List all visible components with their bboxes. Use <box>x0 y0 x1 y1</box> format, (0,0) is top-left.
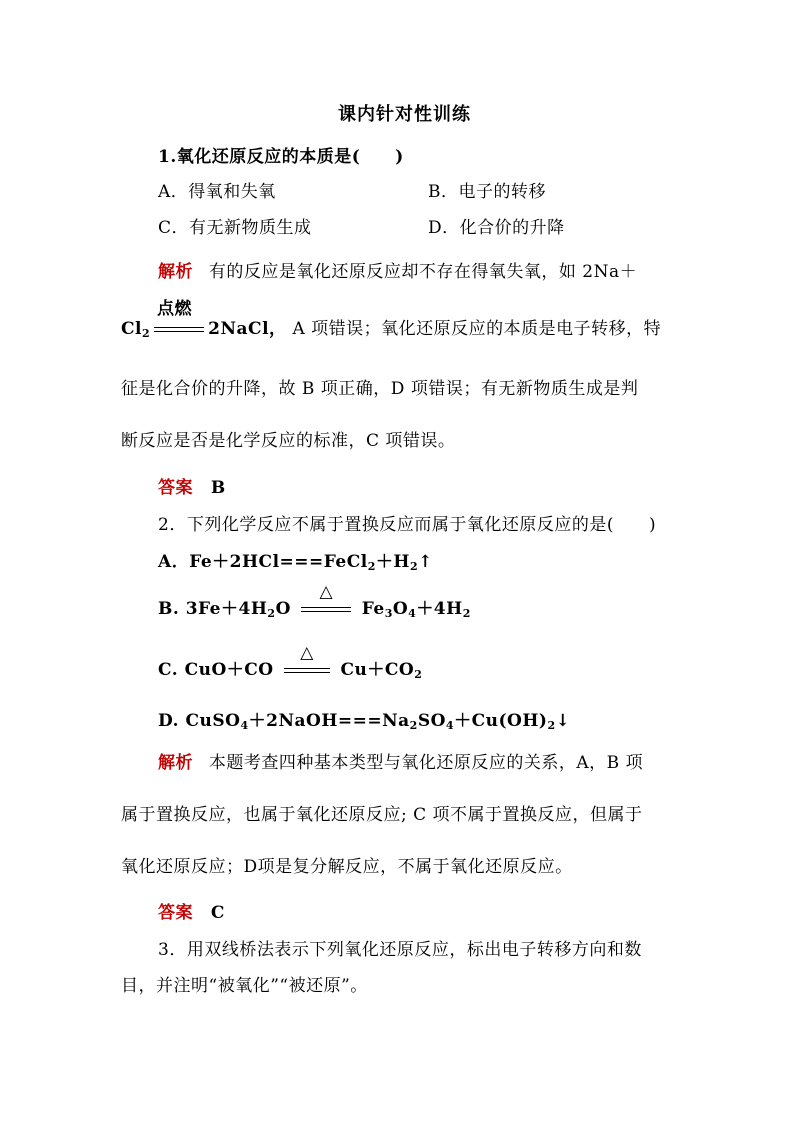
q2-option-a <box>158 551 433 573</box>
equation-part: ＋Cu(OH) <box>454 711 548 731</box>
equation-part: Fe <box>361 599 385 619</box>
q1-answer-tag: 答案 <box>158 478 193 498</box>
q2-answer-tag: 答案 <box>158 903 193 923</box>
q1-stem: 1.氧化还原反应的本质是( ) <box>158 147 404 167</box>
equation-part: Cu＋CO <box>340 660 415 680</box>
subscript: 2 <box>409 560 419 573</box>
equation-part: ＋4H <box>416 599 463 619</box>
q2-analysis-line3: 氧化还原反应；D项是复分解反应，不属于氧化还原反应。 <box>121 857 573 877</box>
q1-option-b: B．电子的转移 <box>428 182 546 202</box>
subscript: 2 <box>547 719 556 732</box>
heat-triangle-icon: △ <box>319 581 334 602</box>
q3-line1: 3．用双线桥法表示下列氧化还原反应，标出电子转移方向和数 <box>158 940 642 960</box>
q2-answer-value: C <box>210 903 225 923</box>
equation-part: ＋H <box>375 552 410 572</box>
q2-option-d <box>158 710 570 732</box>
subscript: 4 <box>408 607 417 620</box>
q1-analysis-line1 <box>158 261 637 283</box>
q1-option-c: C．有无新物质生成 <box>158 218 312 238</box>
q1-analysis-line2 <box>121 318 661 340</box>
equation-part: O <box>392 599 409 619</box>
q1-option-d: D．化合价的升降 <box>428 218 565 238</box>
equation-part: Fe＋2HCl===FeCl <box>189 552 368 572</box>
equation-part: O <box>275 599 291 619</box>
subscript: 2 <box>409 719 418 732</box>
heat-triangle-icon: △ <box>300 642 314 663</box>
equation-part: CuO＋CO <box>184 660 274 680</box>
option-label: C. <box>158 660 185 680</box>
product-formula: 2NaCl， <box>208 319 287 339</box>
q1-analysis-tag: 解析 <box>158 262 193 282</box>
subscript: 2 <box>267 607 276 620</box>
equation-part: ＋2NaOH===Na <box>248 711 410 731</box>
q2-option-c <box>158 642 423 681</box>
q1-analysis-line4: 断反应是否是化学反应的标准，C 项错误。 <box>121 431 456 451</box>
subscript: 2 <box>367 560 376 573</box>
q2-analysis-line1 <box>158 752 643 774</box>
option-label: A． <box>158 552 190 572</box>
heat-equals-sign <box>301 581 351 615</box>
equation-part: 3Fe＋4H <box>185 599 268 619</box>
q1-analysis-text1: 有的反应是氧化还原反应却不存在得氧失氧，如 2Na＋ <box>208 262 638 282</box>
q2-analysis-text1: 本题考查四种基本类型与氧化还原反应的关系，A，B 项 <box>208 753 644 773</box>
q1-answer-value: B <box>210 478 226 498</box>
q1-option-a: A．得氧和失氧 <box>158 182 276 202</box>
subscript: 4 <box>240 719 249 732</box>
q2-analysis-tag: 解析 <box>158 753 193 773</box>
q3-line2: 目，并注明“被氧化”“被还原”。 <box>121 976 368 996</box>
equation-part: SO <box>417 711 446 731</box>
subscript: 4 <box>445 719 455 732</box>
q2-stem: 2．下列化学反应不属于置换反应而属于氧化还原反应的是( ) <box>158 515 657 535</box>
q1-analysis-text2: A 项错误；氧化还原反应的本质是电子转移，特 <box>292 319 662 339</box>
q2-analysis-line2: 属于置换反应，也属于氧化还原反应; C 项不属于置换反应，但属于 <box>121 805 643 825</box>
q1-analysis-line3: 征是化合价的升降，故 B 项正确，D 项错误；有无新物质生成是判 <box>121 379 639 399</box>
down-arrow: ↓ <box>555 711 571 731</box>
q2-answer <box>158 902 225 924</box>
subscript: 2 <box>462 607 471 620</box>
subscript: 2 <box>414 668 423 681</box>
subscript: 3 <box>384 607 393 620</box>
option-label: B. <box>158 599 186 619</box>
equals-sign <box>154 325 204 335</box>
q1-answer <box>158 477 226 499</box>
q1-condition: 点燃 <box>157 299 192 319</box>
subscript: 2 <box>142 327 151 340</box>
option-label: D. <box>158 711 186 731</box>
page-title: 课内针对性训练 <box>338 104 471 125</box>
equation-part: CuSO <box>185 711 241 731</box>
chlorine-formula: Cl <box>121 319 142 339</box>
up-arrow: ↑ <box>418 552 433 572</box>
heat-equals-sign <box>284 642 330 676</box>
q2-option-b <box>158 581 471 620</box>
